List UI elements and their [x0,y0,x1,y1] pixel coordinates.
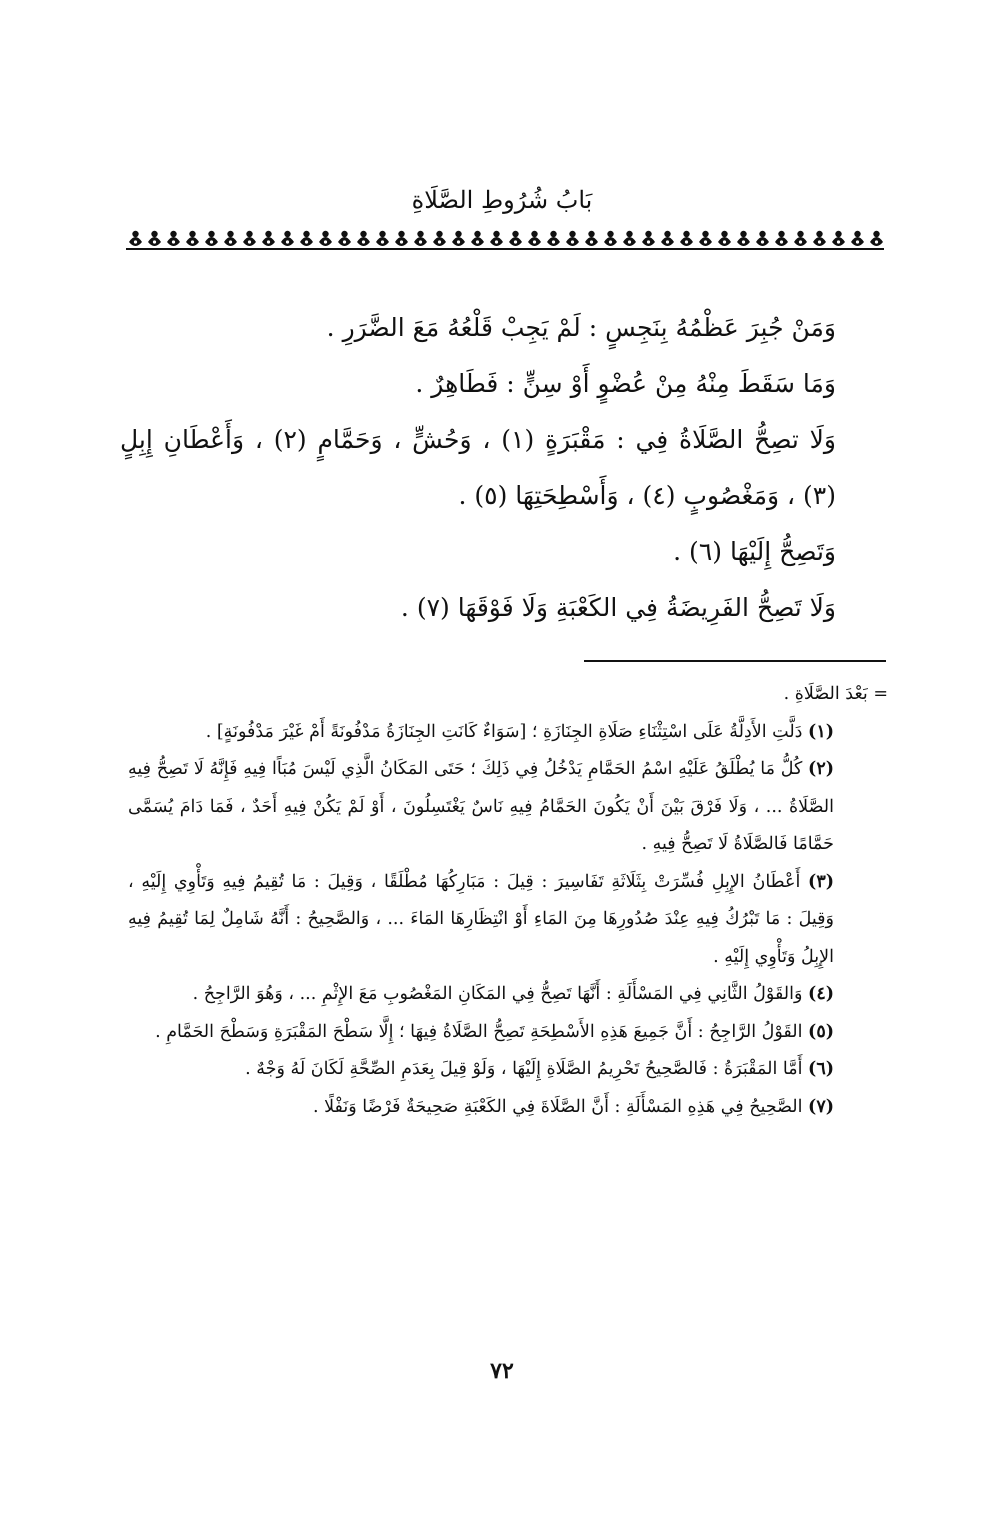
footnote-text: القَوْلُ الرَّاجِحُ : أَنَّ جَمِيعَ هَذِهِ الأَسْطِحَةِ تَصِحُّ الصَّلَاةُ فِيهَا ؛ إِلَّا سَطْحَ المَقْبَرَةِ وَسَطْحَ الحَمَّامِ . [155,1021,803,1042]
footnotes [128,676,888,1126]
footnote-text: أَعْطَانُ الإِبِلِ فُسِّرَتْ بِثَلَاثَةِ تَفَاسِيرَ : قِيلَ : مَبَارِكُهَا مُطْلَقًا ، وَقِيلَ : مَا تُقِيمُ فِيهِ وَتَأْوِي إِلَيْهِ ، وَقِيلَ : مَا تَبْرُكُ فِيهِ عِنْدَ صُدُورِهَا مِنَ المَاءِ أَوْ انْتِظَارِهَا المَاءَ ... ، وَالصَّحِيحُ : أَنَّهُ شَامِلٌ لِمَا تُقِيمُ فِيهِ الإِبِلُ وَتَأْوِي إِلَيْهِ . [128,871,834,967]
main-paragraph: وَلَا تصِحُّ الصَّلَاةُ فِي : مَقْبَرَةٍ (١) ، وَحُشٍّ ، وَحَمَّامٍ (٢) ، وَأَعْطَانِ إِبِلٍ (٣) ، وَمَغْصُوبٍ (٤) ، وَأَسْطِحَتِهَا (٥) . [120,425,837,510]
footnote-separator [584,660,886,662]
running-head: بَابُ شُرُوطِ الصَّلَاةِ [411,186,593,214]
footnote-continuation: = بَعْدَ الصَّلَاةِ . [783,684,888,704]
footnote-text: دَلَّتِ الأَدِلَّةُ عَلَى اسْتِثْنَاءِ صَلَاةِ الجِنَازَةِ ؛ [سَوَاءٌ كَانَتِ الجِنَازَةُ مَدْفُونَةً أَمْ غَيْرَ مَدْفُونَةٍ] . [205,721,803,742]
footnote [128,1014,888,1052]
footnote-text: كُلُّ مَا يُطْلَقُ عَلَيْهِ اسْمُ الحَمَّامِ يَدْخُلُ فِي ذَلِكَ ؛ حَتَى المَكَانُ الَّذِي لَيْسَ مُبَاًا فِيهِ فَإِنَّهُ لَا تَصِحُّ فِيهِ الصَّلَاةُ ... ، وَلَا فَرْقَ بَيْنَ أَنْ يَكُونَ الحَمَّامُ فِيهِ نَاسٌ يَغْتَسِلُونَ ، أَوْ لَمْ يَكُنْ فِيهِ أَحَدٌ ، فَمَا دَامَ يُسَمَّى حَمَّامًا فَالصَّلَاةُ لَا تَصِحُّ فِيهِ . [128,759,834,854]
footnote-number: (٥) [808,1021,834,1042]
footnote-number: (٤) [808,984,834,1004]
footnote [128,864,888,977]
footnote [128,1089,888,1127]
main-paragraph: وَلَا تَصِحُّ الفَرِيضَةُ فِي الكَعْبَةِ وَلَا فَوْقَهَا (٧) . [400,593,836,622]
main-text [120,300,888,636]
footnote-text: الصَّحِيحُ فِي هَذِهِ المَسْأَلَةِ : أَنَّ الصَّلَاةَ فِي الكَعْبَةِ صَحِيحَةٌ فَرْضًا وَنَفْلًا . [312,1096,803,1117]
footnote-number: (٢) [808,759,834,779]
footnote-text: وَالقَوْلُ الثَّانِي فِي المَسْأَلَةِ : أَنَّهَا تَصِحُّ فِي المَكَانِ المَغْصُوبِ مَعَ الإِثْمِ ... ، وَهُوَ الرَّاجِحُ . [192,984,803,1004]
main-paragraph: وَمَا سَقَطَ مِنْهُ مِنْ عُضْوٍ أَوْ سِنٍّ : فَطَاهِرٌ . [415,369,836,398]
footnote [128,1051,888,1089]
footnote [128,751,888,864]
footnote [128,714,888,752]
main-paragraph: وَتَصِحُّ إِلَيْهَا (٦) . [673,537,836,566]
main-paragraph: وَمَنْ جُبِرَ عَظْمُهُ بِنَجِسٍ : لَمْ يَجِبْ قَلْعُهُ مَعَ الضَّرَرِ . [326,313,836,342]
ornamental-border [126,228,884,252]
page-number: ٧٢ [490,1358,514,1384]
footnote-number: (٣) [808,871,834,892]
footnote [128,976,888,1014]
footnote-text: أَمَّا المَقْبَرَةُ : فَالصَّحِيحُ تَحْرِيمُ الصَّلَاةِ إِلَيْهَا ، وَلَوْ قِيلَ بِعَدَمِ الصِّحَّةِ لَكَانَ لَهُ وَجْهٌ . [245,1059,803,1079]
footnote-number: (٦) [808,1059,834,1079]
footnote-number: (٧) [808,1096,834,1117]
footnote-number: (١) [808,721,834,742]
